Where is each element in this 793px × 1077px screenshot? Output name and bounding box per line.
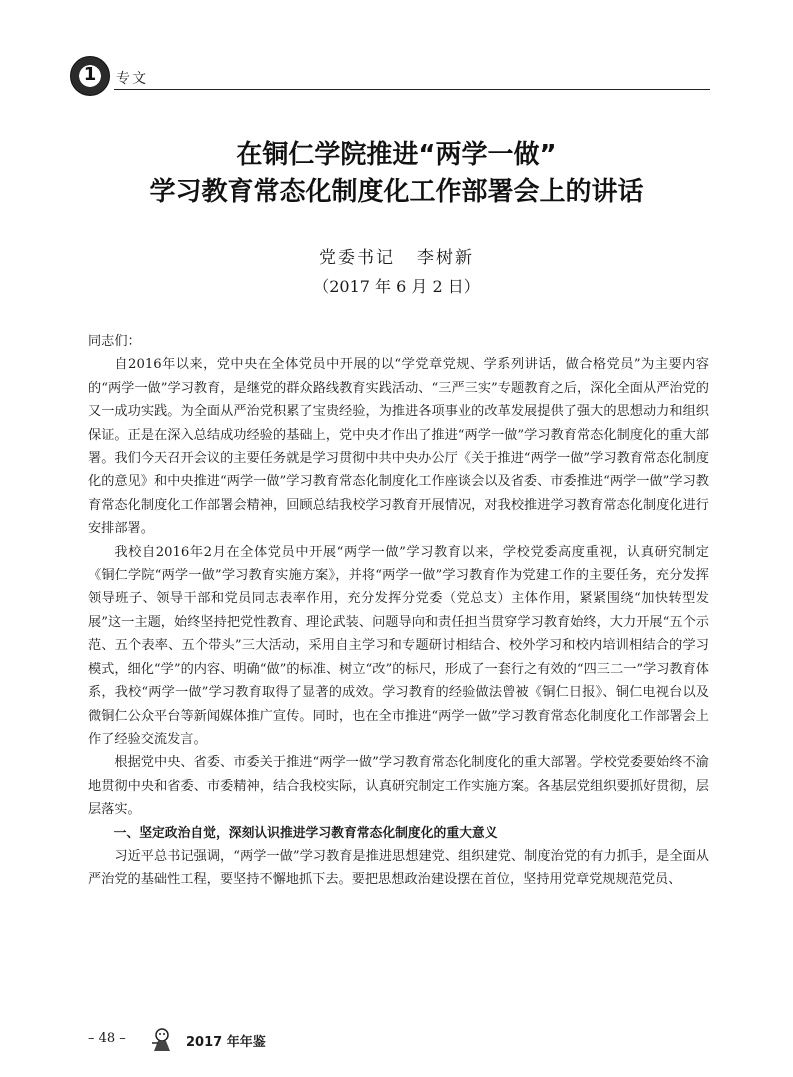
logo-glyph: 1 <box>83 64 97 85</box>
yearbook-label: 2017 年年鉴 <box>186 1035 266 1050</box>
article-body <box>88 330 709 892</box>
page-number: – 48 – <box>88 1031 126 1046</box>
section-label: 专文 <box>116 71 148 87</box>
section-heading: 一、坚定政治自觉，深刻认识推进学习教育常态化制度化的重大意义 <box>113 825 498 841</box>
paragraph: 自2016年以来，党中央在全体党员中开展的以“学党章党规、学系列讲话，做合格党员”为主要内容的“两学一做”学习教育，是继党的群众路线教育实践活动、“三严三实”专题教育之后，深化全面从严治党的又一成功实践。为全面从严治党积累了宝贵经验，为推进各项事业的改革发展提供了强大的思想动力和组织保证。正是在深入总结成功经验的基础上，党中央才作出了推进“两学一做”学习教育常态化制度化的重大部署。我们今天召开会议的主要任务就是学习贯彻中共中央办公厅《关于推进“两学一做”学习教育常态化制度化的意见》和中央推进“两学一做”学习教育常态化制度化工作座谈会以及省委、市委推进“两学一做”学习教育常态化制度化工作部署会精神，回顾总结我校学习教育开展情况，对我校推进学习教育常态化制度化进行安排部署。 <box>88 357 709 537</box>
paragraph: 根据党中央、省委、市委关于推进“两学一做”学习教育常态化制度化的重大部署。学校党委要始终不渝地贯彻中央和省委、市委精神，结合我校实际，认真研究制定工作实施方案。各基层党组织要抓好贯彻，层层落实。 <box>88 755 709 818</box>
author-role: 党委书记 <box>319 248 395 268</box>
header-divider <box>114 89 710 90</box>
author-name: 李树新 <box>417 248 474 268</box>
mascot-icon <box>148 1025 176 1053</box>
page-header <box>70 56 710 96</box>
salutation: 同志们： <box>88 334 141 349</box>
title-line-2: 学习教育常态化制度化工作部署会上的讲话 <box>149 177 644 207</box>
article-title <box>0 137 793 211</box>
university-logo-icon <box>70 56 110 96</box>
speech-date: （2017 年 6 月 2 日） <box>313 277 480 296</box>
paragraph: 我校自2016年2月在全体党员中开展“两学一做”学习教育以来，学校党委高度重视，认真研究制定《铜仁学院“两学一做”学习教育实施方案》，并将“两学一做”学习教育作为党建工作的主要任务，充分发挥领导班子、领导干部和党员同志表率作用，充分发挥分党委（党总支）主体作用，紧紧围绕“加快转型发展”这一主题，始终坚持把党性教育、理论武装、问题导向和责任担当贯穿学习教育始终，大力开展“五个示范、五个表率、五个带头”三大活动，采用自主学习和专题研讨相结合、校外学习和校内培训相结合的学习模式，细化“学”的内容、明确“做”的标准、树立“改”的标尺，形成了一套行之有效的“四三二一”学习教育体系，我校“两学一做”学习教育取得了显著的成效。学习教育的经验做法曾被《铜仁日报》、铜仁电视台以及微铜仁公众平台等新闻媒体推广宣传。同时，也在全市推进“两学一做”学习教育常态化制度化工作部署会上作了经验交流发言。 <box>88 544 709 747</box>
title-line-1: 在铜仁学院推进“两学一做” <box>236 140 557 170</box>
page-footer <box>88 1025 388 1055</box>
author-line <box>0 243 793 268</box>
paragraph: 习近平总书记强调，“两学一做”学习教育是推进思想建党、组织建党、制度治党的有力抓手，是全面从严治党的基础性工程，要坚持不懈地抓下去。要把思想政治建设摆在首位，坚持用党章党规规范党员、 <box>88 848 709 888</box>
